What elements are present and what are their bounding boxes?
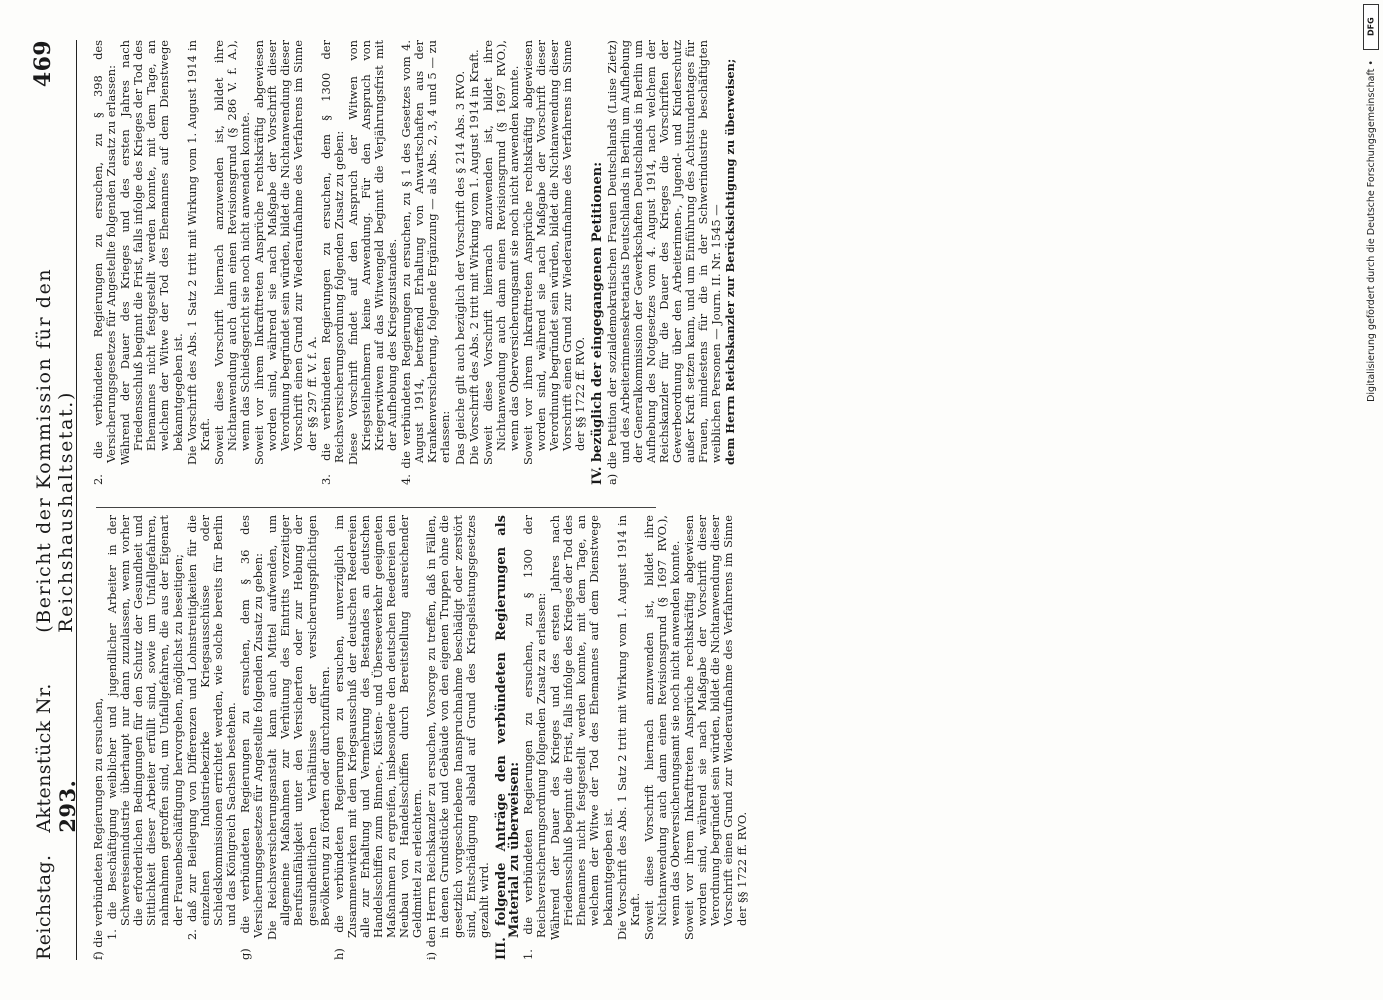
paragraph: i) den Herrn Reichskanzler zu ersuchen, Vorsorge zu treffen, daß in Fällen, in denen Grundstücke und Gebäude von den eigenen Truppen ohne die gesetzlich vorgeschriebene Inanspruchnahme beschädigt oder zerstört sind, Entschädigung alsbald auf Grund des Kriegsleistungsgesetzes gezahlt wird. [424, 515, 491, 960]
left-column [92, 515, 750, 960]
paragraph: Das gleiche gilt auch bezüglich der Vorschrift des § 214 Abs. 3 RVO. [452, 70, 467, 465]
paragraph: g) die verbündeten Regierungen zu ersuchen, dem § 36 des Versicherungsgesetzes für Angestellte folgenden Zusatz zu geben: [238, 515, 266, 960]
paragraph: 3. die verbündeten Regierungen zu ersuchen, dem § 1300 der Reichsversicherungsordnung folgenden Zusatz zu geben: [318, 40, 346, 485]
paragraph: Die Vorschrift des Abs. 1 Satz 2 tritt mit Wirkung vom 1. August 1914 in Kraft. [614, 515, 642, 940]
column-divider [96, 507, 656, 508]
paragraph: dem Herrn Reichskanzler zur Berücksichtigung zu überweisen; [723, 58, 738, 465]
paragraph: Diese Vorschrift findet auf den Anspruch der Witwen von Kriegsteilnehmern keine Anwendung. Für den Anspruch von Kriegerwitwen auf das Witwengeld beginnt die Verjährungsfrist mit der Aufhebung des Kriegszustandes. [345, 40, 400, 465]
paragraph: 1. die Beschäftigung weiblicher und jugendlicher Arbeiter in der Schwereisenindustrie überhaupt nur dann zuzulassen, wenn vorher die erforderlichen Bedingungen für den Schutz der Gesundheit und Sittlichkeit dieser Arbeiter erfüllt sind, sowie um Unfallgefahren, nahmahmen getroffen sind, um Unfallgefahren, die aus der Eigenart der Frauenbeschäftigung hervorgehen, möglichst zu beseitigen; [105, 515, 185, 940]
dfg-logo: DFG [1363, 4, 1379, 50]
paragraph: Soweit diese Vorschrift hiernach anzuwenden ist, bildet ihre Nichtanwendung auch dann einen Revisionsgrund (§ 1697 RVO.), wenn das Oberversicherungsamt sie noch nicht anwenden konnte. [641, 515, 683, 940]
paragraph: Soweit diese Vorschrift hiernach anzuwenden ist, bildet ihre Nichtanwendung auch dann einen Revisionsgrund (§ 1697 RVO.), wenn das Oberversicherungsamt sie noch nicht anwenden konnte. [480, 40, 521, 465]
paragraph: 2. die verbündeten Regierungen zu ersuchen, zu § 398 des Versicherungsgesetzes für Angestellte folgenden Zusatz zu erlassen: [91, 40, 119, 485]
paragraph: a) die Petition der sozialdemokratischen Frauen Deutschlands (Luise Zietz) und des Arbeiterinnensekretariats Deutschlands in Berlin um Aufhebung der Generalkommission der Gewerkschaften Deutschlands in Berlin um Aufhebung des Notgesetzes vom 4. August 1914, nach welchem der Reichskanzler für die Dauer des Krieges die Vorschriften der Gewerbeordnung über den Arbeiterinnen-, Jugend- und Kinderschutz außer Kraft setzen kann, und um Einführung des Achtstundentages für Frauen, mindestens für die in der Schwerindustrie beschäftigten weiblichen Personen — Journ. II. Nr. 1545 — [604, 40, 724, 485]
right-column [92, 40, 739, 485]
paragraph: Die Vorschrift des Abs. 2 tritt mit Wirkung vom 1. August 1914 in Kraft. [466, 49, 481, 465]
paragraph: 4. die verbündeten Regierungen zu ersuchen, zu § 1 des Gesetzes vom 4. August 1914, betreffend Erhaltung von Anwartschaften aus der Krankenversicherung, folgende Ergänzung — als Abs. 2, 3, 4 und 5 — zu erlassen: [399, 40, 453, 485]
paragraph: Während der Dauer des Krieges und des ersten Jahres nach Friedensschluß beginnt die Frist, falls infolge des Krieges der Tod des Ehemannes nicht festgestellt werden konnte, mit dem Tage, an welchem der Witwe der Tod des Ehemannes auf dem Dienstwege bekanntgegeben ist. [118, 40, 185, 465]
page-header [30, 40, 80, 960]
paragraph: Soweit vor ihrem Inkrafttreten Ansprüche rechtskräftig abgewiesen worden sind, während sie nach Maßgabe der Vorschrift dieser Verordnung begründet sein würden, bildet die Nichtanwendung dieser Vorschrift einen Grund zur Wiederaufnahme des Verfahrens im Sinne der §§ 297 ff. V. f. A. [252, 40, 319, 465]
paragraph: 1. die verbündeten Regierungen zu ersuchen, zu § 1300 der Reichsversicherungsordnung folgenden Zusatz zu erlassen: [521, 515, 549, 960]
paragraph: f) die verbündeten Regierungen zu ersuchen, [91, 697, 105, 960]
paragraph: Soweit vor ihrem Inkrafttreten Ansprüche rechtskräftig abgewiesen worden sind, während sie nach Maßgabe der Vorschrift dieser Verordnung begründet sein würden, bildet die Nichtanwendung dieser Vorschrift einen Grund zur Wiederaufnahme des Verfahrens im Sinne der §§ 1722 ff. RVO. [521, 40, 588, 465]
paragraph: 2. daß zur Beilegung von Differenzen und Lohnstreitigkeiten für die einzelnen Industriebezirke Kriegsausschüsse oder Schiedskommissionen errichtet werden, wie solche bereits für Berlin und das Königreich Sachsen bestehen. [184, 515, 238, 940]
section-heading: IV. bezüglich der eingegangenen Petitionen: [590, 161, 606, 485]
header-aktenstueck [33, 655, 80, 833]
paragraph: Die Vorschrift des Abs. 1 Satz 2 tritt mit Wirkung vom 1. August 1914 in Kraft. [184, 40, 212, 465]
header-reichstag: Reichstag. [33, 854, 55, 960]
digitization-note: Digitalisierung gefördert durch die Deutsche Forschungsgemeinschaft • [1366, 60, 1377, 402]
paragraph: Während der Dauer des Krieges und des ersten Jahres nach Friedensschluß beginnt die Frist, falls infolge des Krieges der Tod des Ehemannes nicht festgestellt werden konnte, mit dem Tage, an welchem der Witwe der Tod des Ehemannes auf dem Dienstwege bekanntgegeben ist. [548, 515, 615, 940]
section-heading: III. folgende Anträge den verbündeten Regierungen als Material zu überweisen: [493, 515, 522, 960]
page-number: 469 [30, 40, 56, 88]
header-title: (Bericht der Kommission für den Reichshaushaltsetat.) [33, 267, 77, 633]
paragraph: Die Reichsversicherungsanstalt kann auch Mittel aufwenden, um allgemeine Maßnahmen zur Verhütung des Eintritts vorzeitiger Berufsunfähigkeit unter den Versicherten oder zur Hebung der gesundheitlichen Verhältnisse der versicherungspflichtigen Bevölkerung zu fördern oder durchzuführen. [265, 515, 332, 940]
paragraph: Soweit vor ihrem Inkrafttreten Ansprüche rechtskräftig abgewiesen worden sind, während sie nach Maßgabe der Vorschrift dieser Verordnung begründet sein würden, bildet die Nichtanwendung dieser Vorschrift einen Grund zur Wiederaufnahme des Verfahrens im Sinne der §§ 1722 ff. RVO. [682, 515, 749, 940]
paragraph: Soweit diese Vorschrift hiernach anzuwenden ist, bildet ihre Nichtanwendung auch dann einen Revisionsgrund (§ 286 V. f. A.), wenn das Schiedsgericht sie noch nicht anwenden konnte. [211, 40, 253, 465]
header-number: 293. [55, 779, 80, 833]
paragraph: h) die verbündeten Regierungen zu ersuchen, unverzüglich im Zusammenwirken mit dem Kriegsausschuß der deutschen Reedereien alle zur Erhaltung und Vermehrung des Bestandes an deutschen Handelsschiffen zum Binnen-, Küsten- und Überseeverkehr geeigneten Maßnahmen zu ergreifen, insbesondere den deutschen Reedereien den Neubau von Handelsschiffen durch Bereitstellung ausreichender Geldmittel zu erleichtern. [331, 515, 425, 960]
header-akten-label: Aktenstück Nr. [33, 683, 55, 833]
